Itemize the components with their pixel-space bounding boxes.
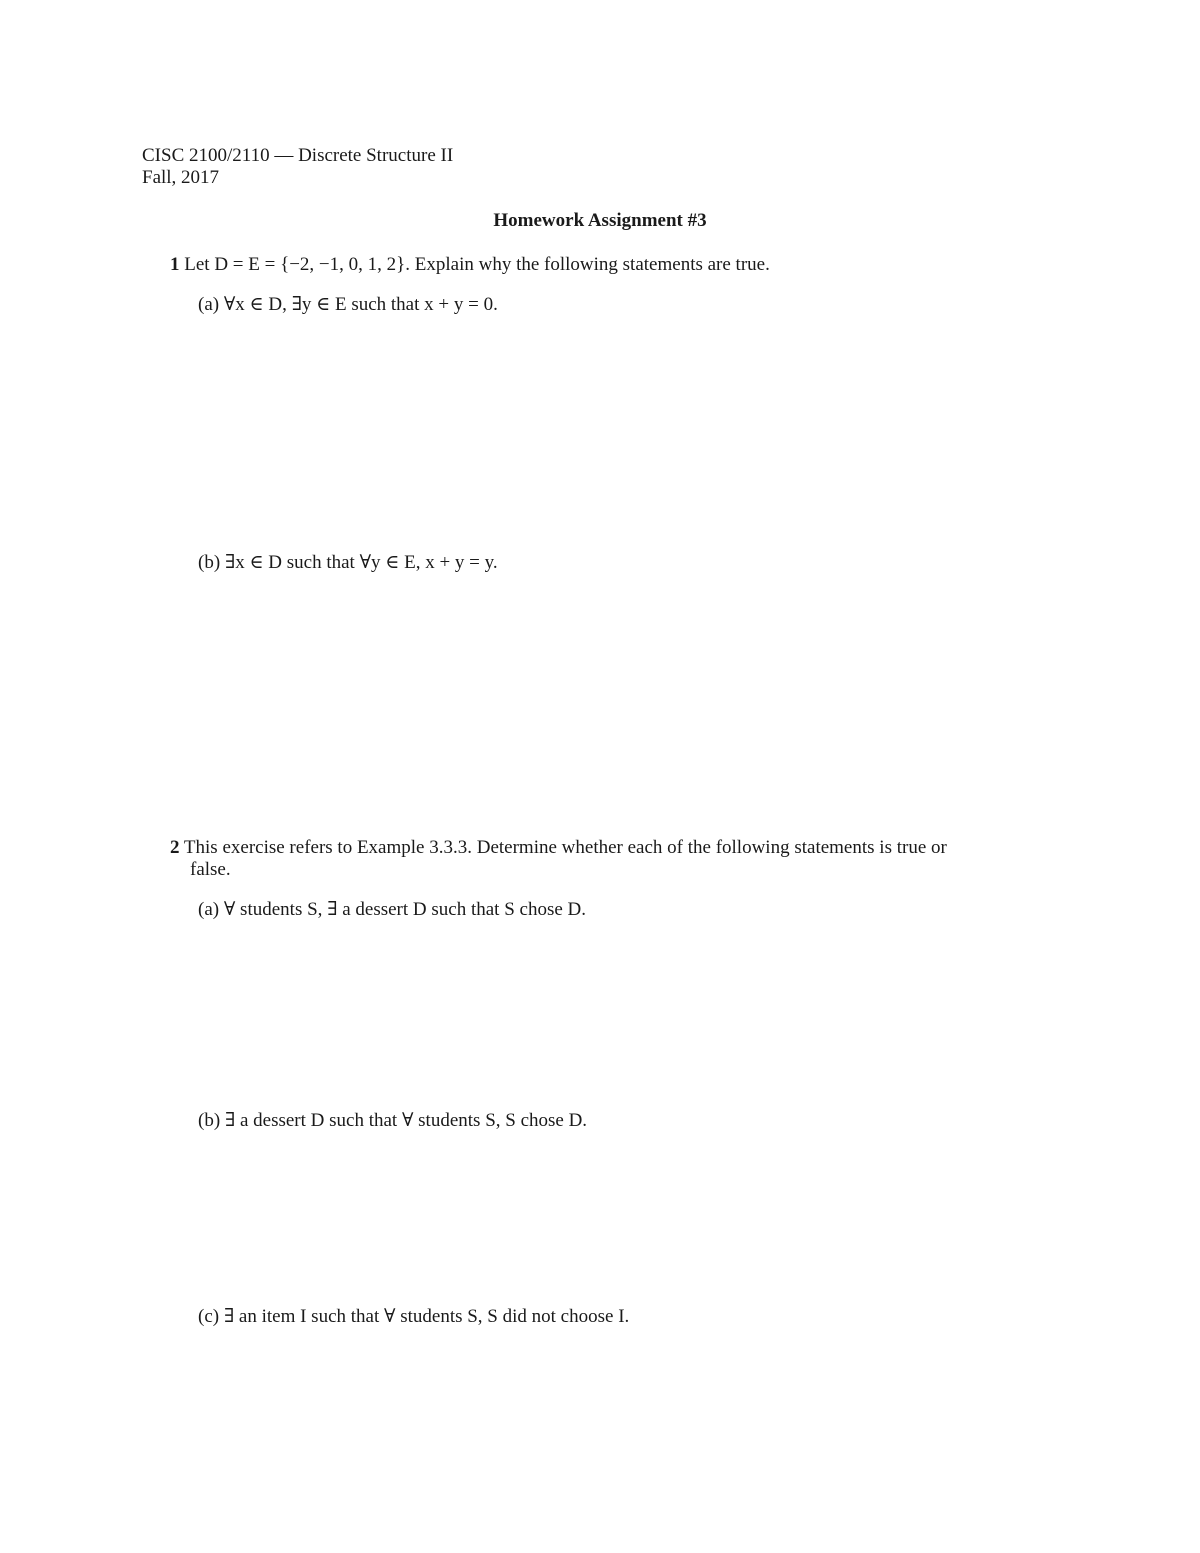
problem-number: 2: [170, 837, 180, 858]
part-label: (b): [198, 552, 221, 573]
part-text: ∀x ∈ D, ∃y ∈ E such that x + y = 0.: [223, 294, 498, 315]
problem-text: This exercise refers to Example 3.3.3. Determine whether each of the following statements is true or: [183, 837, 947, 858]
problem-2-part-b: [198, 1110, 587, 1132]
problem-1: [170, 254, 770, 276]
page-title: Homework Assignment #3: [493, 210, 707, 231]
part-text: ∃ an item I such that ∀ students S, S did not choose I.: [223, 1306, 630, 1327]
problem-1-part-a: [198, 294, 498, 316]
problem-2-part-c: [198, 1306, 629, 1328]
problem-2-continuation: false.: [190, 859, 231, 880]
part-text: ∀ students S, ∃ a dessert D such that S chose D.: [223, 899, 586, 920]
part-text: ∃ a dessert D such that ∀ students S, S chose D.: [224, 1110, 588, 1131]
part-label: (b): [198, 1110, 221, 1131]
problem-text: Let D = E = {−2, −1, 0, 1, 2}. Explain why the following statements are true.: [184, 254, 770, 275]
part-label: (c): [198, 1306, 220, 1327]
part-text: ∃x ∈ D such that ∀y ∈ E, x + y = y.: [224, 552, 498, 573]
course-title: CISC 2100/2110 — Discrete Structure II: [142, 145, 454, 166]
problem-2-part-a: [198, 899, 586, 921]
problem-1-part-b: [198, 552, 498, 574]
part-label: (a): [198, 294, 220, 315]
problem-number: 1: [170, 254, 180, 275]
term: Fall, 2017: [142, 167, 220, 188]
part-label: (a): [198, 899, 220, 920]
problem-2: [170, 837, 947, 859]
